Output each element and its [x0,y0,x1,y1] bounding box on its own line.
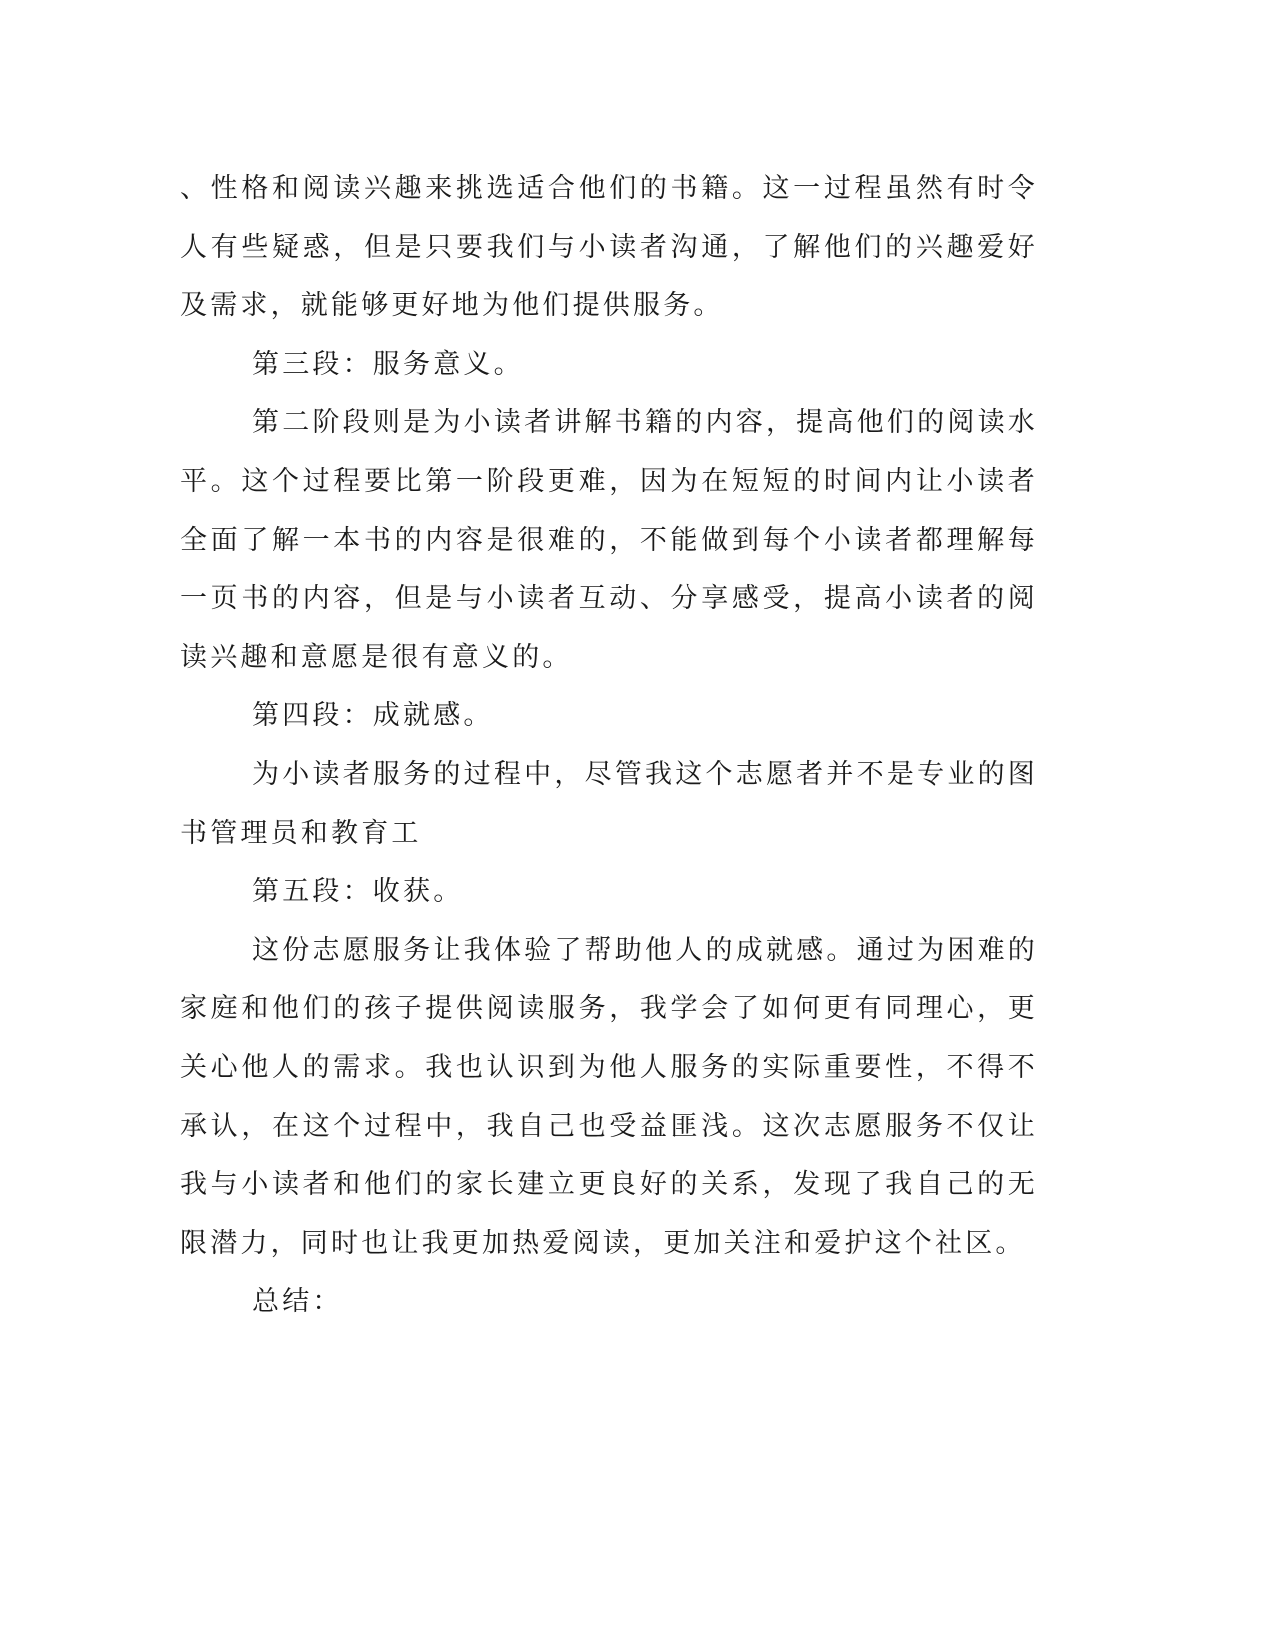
section-heading-5: 第五段：收获。 [252,876,464,908]
section-heading-summary: 总结： [252,1286,343,1318]
paragraph-gains: 这份志愿服务让我体验了帮助他人的成就感。通过为困难的家庭和他们的孩子提供阅读服务，我学会了如何更有同理心，更关心他人的需求。我也认识到为他人服务的实际重要性，不得不承认，在这个过程中，我自己也受益匪浅。这次志愿服务不仅让我与小读者和他们的家长建立更良好的关系，发现了我自己的无限潜力，同时也让我更加热爱阅读，更加关注和爱护这个社区。 [180,934,1038,1259]
paragraph-continuation: 、性格和阅读兴趣来挑选适合他们的书籍。这一过程虽然有时令人有些疑惑，但是只要我们与小读者沟通，了解他们的兴趣爱好及需求，就能够更好地为他们提供服务。 [180,173,1038,322]
paragraph-achievement: 为小读者服务的过程中，尽管我这个志愿者并不是专业的图书管理员和教育工 [180,758,1038,849]
paragraph-service-meaning: 第二阶段则是为小读者讲解书籍的内容，提高他们的阅读水平。这个过程要比第一阶段更难，因为在短短的时间内让小读者全面了解一本书的内容是很难的，不能做到每个小读者都理解每一页书的内容，但是与小读者互动、分享感受，提高小读者的阅读兴趣和意愿是很有意义的。 [180,407,1038,673]
document-body [180,160,1038,1332]
section-heading-3: 第三段：服务意义。 [252,348,524,380]
section-heading-4: 第四段：成就感。 [252,700,494,732]
